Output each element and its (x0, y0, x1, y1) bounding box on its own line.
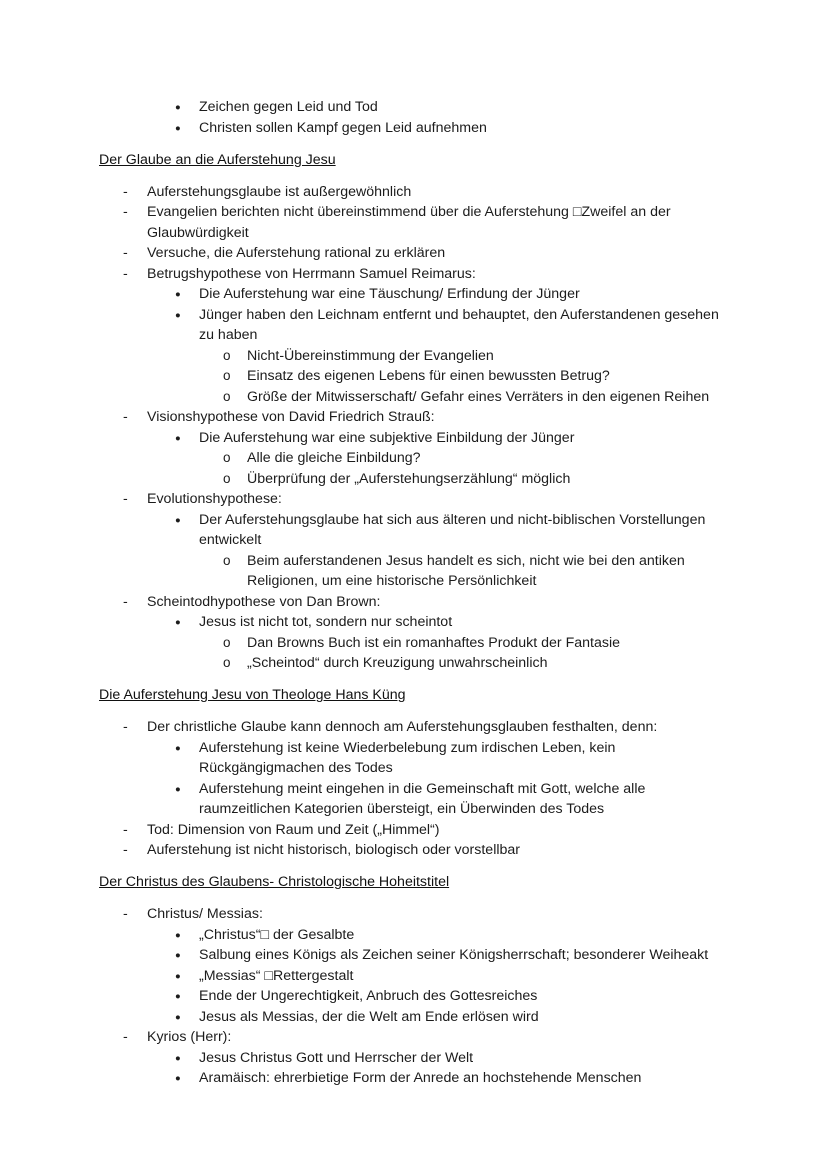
list-item-text: Betrugshypothese von Herrmann Samuel Reimarus: (147, 265, 476, 282)
list-item-text: Jesus Christus Gott und Herrscher der Welt (199, 1049, 474, 1066)
dash-marker: - (123, 265, 128, 282)
list-item-text: Größe der Mitwisserschaft/ Gefahr eines Verräters in den eigenen Reihen (247, 388, 710, 405)
list-item-text: Einsatz des eigenen Lebens für einen bewussten Betrug? (247, 368, 610, 384)
list-item-circle (99, 469, 733, 490)
list-item-text: Tod: Dimension von Raum und Zeit („Himmel“) (147, 821, 440, 838)
list-item-bullet (99, 1048, 733, 1069)
list-item-circle (99, 346, 733, 367)
list-item-text: Jesus ist nicht tot, sondern nur scheintot (199, 614, 453, 630)
list-item-text: Auferstehung ist keine Wiederbelebung zum irdischen Leben, kein Rückgängigmachen des Todes (199, 739, 616, 776)
list-item-dash (99, 592, 733, 613)
list-item-bullet (99, 510, 733, 551)
dash-marker: - (123, 204, 128, 220)
bullet-marker: ● (175, 102, 181, 113)
list-item-circle (99, 633, 733, 654)
bullet-marker: ● (175, 742, 181, 754)
bullet-marker: ● (175, 950, 181, 961)
bullet-marker: ● (175, 1011, 181, 1023)
circle-marker: o (223, 450, 231, 465)
list-item-dash (99, 202, 733, 243)
circle-marker: o (223, 552, 231, 568)
list-item-circle (99, 366, 733, 387)
list-item-bullet (99, 986, 733, 1007)
list-item-text: Scheintodhypothese von Dan Brown: (147, 593, 381, 610)
list-item-text: Beim auferstandenen Jesus handelt es sich, nicht wie bei den antiken Religionen, um eine historische Persönlichkeit (247, 552, 685, 589)
dash-marker: - (123, 593, 128, 610)
dash-marker: - (123, 183, 128, 200)
list-item-text: Zeichen gegen Leid und Tod (199, 99, 378, 115)
list-item-dash (99, 407, 733, 428)
bullet-marker: ● (175, 617, 181, 628)
list-item-bullet (99, 738, 733, 779)
list-item-text: Der christliche Glaube kann dennoch am Auferstehungsglauben festhalten, denn: (147, 719, 658, 735)
list-item-bullet (99, 966, 733, 987)
list-item-dash (99, 182, 733, 203)
list-item-text: Auferstehung meint eingehen in die Gemeinschaft mit Gott, welche alle raumzeitlichen Kategorien übersteigt, ein Überwinden des Todes (199, 780, 646, 817)
list-item-dash (99, 904, 733, 925)
bullet-marker: ● (175, 991, 181, 1002)
list-item-bullet (99, 1068, 733, 1089)
section-heading: Der Christus des Glaubens- Christologische Hoheitstitel (99, 874, 450, 890)
list-item-dash (99, 717, 733, 738)
bullet-marker: ● (175, 514, 181, 526)
list-item-text: Aramäisch: ehrerbietige Form der Anrede an hochstehende Menschen (199, 1070, 642, 1086)
circle-marker: o (223, 655, 231, 670)
list-item-circle (99, 551, 733, 592)
bullet-marker: ● (175, 432, 181, 444)
bullet-marker: ● (175, 783, 181, 795)
circle-marker: o (223, 388, 231, 404)
list-item-text: Christus/ Messias: (147, 906, 263, 922)
bullet-marker: ● (175, 309, 181, 321)
dash-marker: - (123, 842, 128, 858)
section-heading: Der Glaube an die Auferstehung Jesu (99, 151, 336, 168)
document-content (99, 97, 733, 1089)
list-item-text: Kyrios (Herr): (147, 1029, 232, 1045)
list-item-text: Evangelien berichten nicht übereinstimmend über die Auferstehung □Zweifel an der Glaubwürdigkeit (147, 204, 671, 241)
circle-marker: o (223, 347, 231, 363)
list-item-bullet (99, 945, 733, 966)
list-item-bullet (99, 284, 733, 305)
list-item-circle (99, 448, 733, 469)
section-heading: Die Auferstehung Jesu von Theologe Hans Küng (99, 687, 406, 703)
list-item-text: „Scheintod“ durch Kreuzigung unwahrscheinlich (247, 655, 548, 671)
circle-marker: o (223, 368, 231, 383)
list-item-bullet (99, 925, 733, 946)
list-item-text: Salbung eines Königs als Zeichen seiner Königsherrschaft; besonderer Weiheakt (199, 947, 709, 963)
list-item-dash (99, 489, 733, 510)
list-item-text: Überprüfung der „Auferstehungserzählung“ möglich (247, 470, 571, 487)
circle-marker: o (223, 634, 231, 650)
list-item-circle (99, 653, 733, 674)
dash-marker: - (123, 245, 128, 261)
list-item-text: Die Auferstehung war eine Täuschung/ Erfindung der Jünger (199, 286, 580, 302)
list-item-bullet (99, 1007, 733, 1028)
list-item-text: Auferstehungsglaube ist außergewöhnlich (147, 183, 412, 200)
list-item-bullet (99, 118, 733, 139)
bullet-marker: ● (175, 1052, 181, 1064)
list-item-dash (99, 243, 733, 264)
bullet-marker: ● (175, 929, 181, 941)
list-item-circle (99, 387, 733, 408)
list-item-text: Evolutionshypothese: (147, 491, 282, 507)
list-item-text: Dan Browns Buch ist ein romanhaftes Produkt der Fantasie (247, 634, 621, 651)
list-item-text: „Messias“ □Rettergestalt (199, 967, 354, 984)
list-item-text: Auferstehung ist nicht historisch, biologisch oder vorstellbar (147, 842, 521, 858)
list-item-text: Jesus als Messias, der die Welt am Ende erlösen wird (199, 1008, 539, 1025)
list-item-dash (99, 820, 733, 841)
list-item-text: Ende der Ungerechtigkeit, Anbruch des Gottesreiches (199, 988, 538, 1004)
bullet-marker: ● (175, 970, 181, 982)
list-item-text: Die Auferstehung war eine subjektive Einbildung der Jünger (199, 429, 575, 446)
list-item-text: Visionshypothese von David Friedrich Strauß: (147, 409, 435, 425)
list-item-dash (99, 840, 733, 861)
dash-marker: - (123, 491, 128, 507)
list-item-text: Jünger haben den Leichnam entfernt und behauptet, den Auferstandenen gesehen zu haben (199, 306, 719, 343)
list-item-bullet (99, 428, 733, 449)
bullet-marker: ● (175, 122, 181, 134)
list-item-text: Der Auferstehungsglaube hat sich aus älteren und nicht-biblischen Vorstellungen entwickelt (199, 511, 706, 548)
list-item-text: Christen sollen Kampf gegen Leid aufnehmen (199, 119, 487, 136)
list-item-text: Nicht-Übereinstimmung der Evangelien (247, 347, 494, 364)
list-item-text: Versuche, die Auferstehung rational zu erklären (147, 245, 446, 261)
list-item-bullet (99, 612, 733, 633)
circle-marker: o (223, 470, 231, 486)
list-item-text: „Christus“□ der Gesalbte (199, 926, 355, 943)
dash-marker: - (123, 719, 128, 735)
list-item-dash (99, 264, 733, 285)
list-item-text: Alle die gleiche Einbildung? (247, 450, 421, 466)
list-item-bullet (99, 779, 733, 820)
dash-marker: - (123, 1029, 128, 1045)
bullet-marker: ● (175, 289, 181, 300)
list-item-bullet (99, 97, 733, 118)
dash-marker: - (123, 409, 128, 425)
list-item-bullet (99, 305, 733, 346)
dash-marker: - (123, 821, 128, 838)
bullet-marker: ● (175, 1073, 181, 1084)
list-item-dash (99, 1027, 733, 1048)
dash-marker: - (123, 906, 128, 922)
